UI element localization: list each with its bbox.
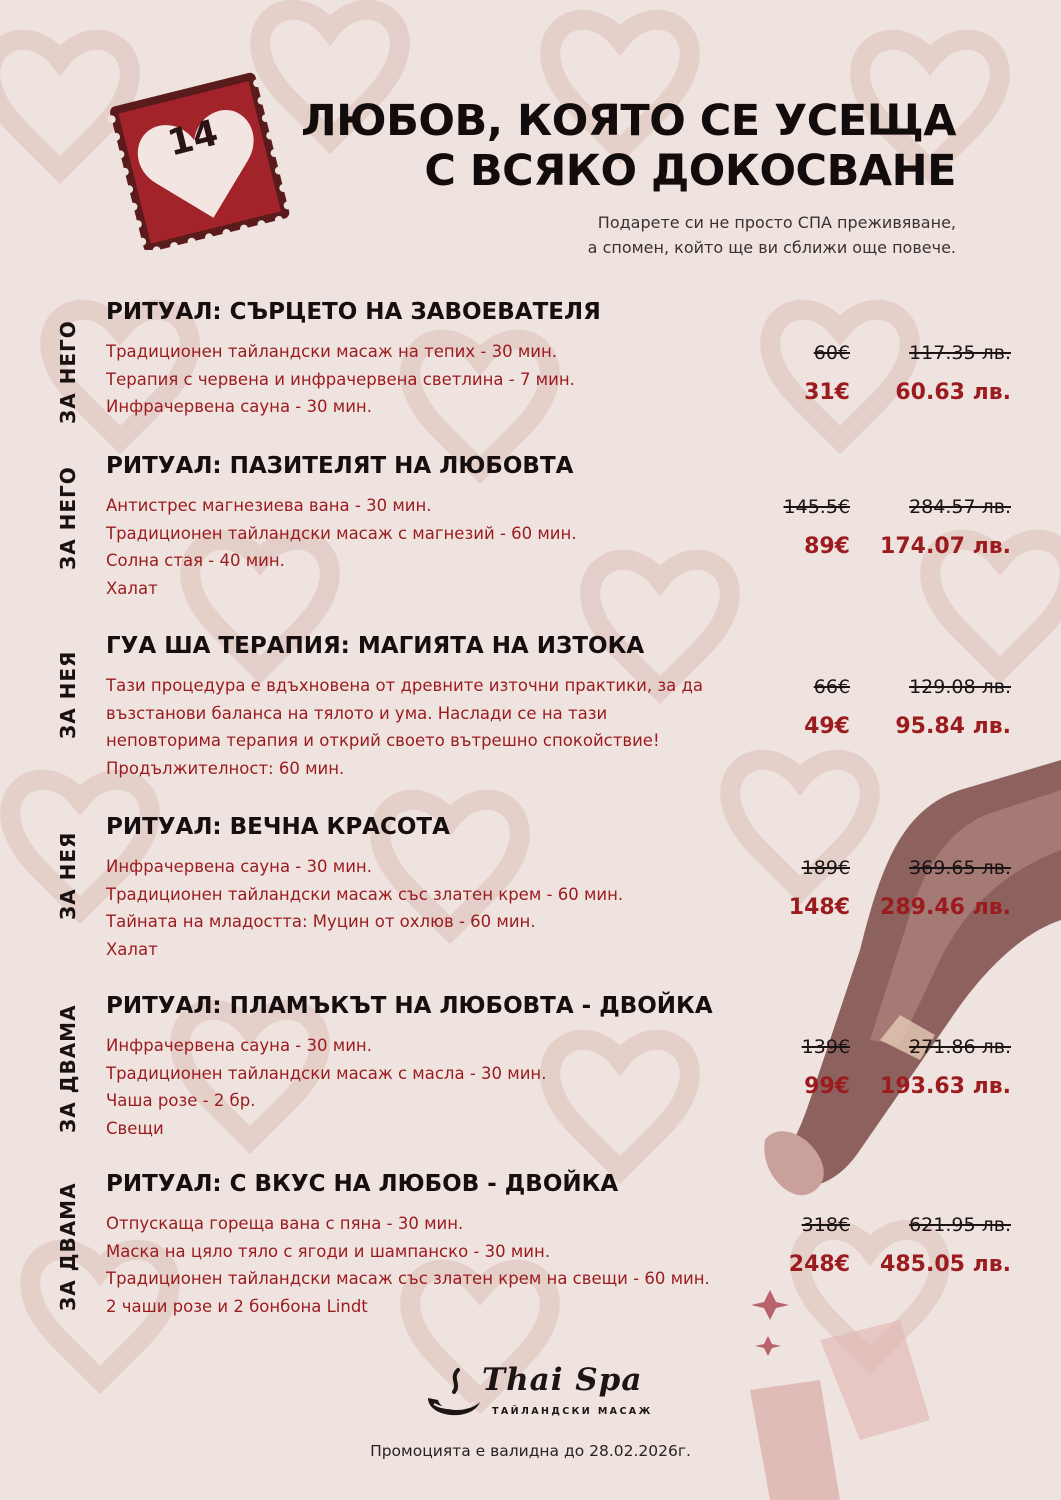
stamp-number: 14 bbox=[163, 112, 223, 165]
offer-items bbox=[106, 1210, 766, 1320]
price-block bbox=[711, 676, 1011, 756]
offer-item: Маска на цяло тяло с ягоди и шампанско - 30 мин. bbox=[106, 1241, 551, 1261]
offer-item: възстанови баланса на тялото и ума. Наслади се на тази bbox=[106, 703, 608, 723]
brand-name: Thai Spa bbox=[482, 1362, 643, 1398]
offer-title: РИТУАЛ: ПАЗИТЕЛЯТ НА ЛЮБОВТА bbox=[106, 453, 574, 479]
offer-title: РИТУАЛ: С ВКУС НА ЛЮБОВ - ДВОЙКА bbox=[106, 1171, 619, 1197]
new-price-eur: 49€ bbox=[804, 714, 850, 739]
audience-label: ЗА НЕЯ bbox=[56, 650, 80, 740]
offer-item: неповторима терапия и открий своето вътрешно спокойствие! bbox=[106, 731, 660, 750]
offer-item: 2 чаши розе и 2 бонбона Lindt bbox=[106, 1296, 368, 1316]
offer-title: РИТУАЛ: СЪРЦЕТО НА ЗАВОЕВАТЕЛЯ bbox=[106, 299, 601, 325]
offer-item: Солна стая - 40 мин. bbox=[106, 551, 285, 570]
subtitle-line-1: Подарете си не просто СПА преживяване, bbox=[597, 213, 956, 232]
offer-item: Тайната на младостта: Муцин от охлюв - 60 мин. bbox=[106, 912, 536, 931]
price-block bbox=[711, 857, 1011, 937]
price-block bbox=[711, 1214, 1011, 1294]
price-block bbox=[711, 496, 1011, 576]
new-price-bgn: 60.63 лв. bbox=[895, 380, 1011, 405]
subtitle-line-2: а спомен, който ще ви сближи още повече. bbox=[587, 238, 956, 257]
old-price-bgn: 284.57 лв. bbox=[909, 496, 1011, 518]
bottle-illustration bbox=[764, 760, 1061, 1195]
old-price-eur: 318€ bbox=[801, 1214, 850, 1236]
offer-item: Традиционен тайландски масаж с масла - 30 мин. bbox=[106, 1063, 547, 1083]
offer-item: Традиционен тайландски масаж със златен крем - 60 мин. bbox=[106, 884, 624, 904]
old-price-bgn: 621.95 лв. bbox=[909, 1214, 1011, 1236]
brand-tagline: ТАЙЛАНДСКИ МАСАЖ bbox=[492, 1406, 653, 1417]
offer-item: Халат bbox=[106, 939, 158, 959]
new-price-eur: 99€ bbox=[804, 1074, 850, 1099]
headline-line-1: ЛЮБОВ, КОЯТО СЕ УСЕЩА bbox=[300, 96, 956, 146]
audience-label: ЗА ДВАМА bbox=[56, 1004, 80, 1134]
offer-item: Тази процедура е вдъхновена от древните източни практики, за да bbox=[106, 676, 703, 695]
new-price-bgn: 174.07 лв. bbox=[880, 534, 1011, 559]
offer-item: Традиционен тайландски масаж със златен крем на свещи - 60 мин. bbox=[106, 1269, 710, 1288]
offer-item: Чаша розе - 2 бр. bbox=[106, 1091, 256, 1110]
audience-label: ЗА НЕГО bbox=[56, 320, 80, 425]
old-price-bgn: 117.35 лв. bbox=[909, 342, 1011, 364]
new-price-bgn: 289.46 лв. bbox=[880, 895, 1011, 920]
offer-item: Терапия с червена и инфрачервена светлина - 7 мин. bbox=[106, 369, 575, 389]
offer-title: РИТУАЛ: ВЕЧНА КРАСОТА bbox=[106, 814, 450, 840]
old-price-bgn: 271.86 лв. bbox=[909, 1036, 1011, 1058]
price-block bbox=[711, 342, 1011, 422]
offer-item: Традиционен тайландски масаж на тепих - 30 мин. bbox=[106, 342, 558, 361]
offer-title: ГУА ША ТЕРАПИЯ: МАГИЯТА НА ИЗТОКА bbox=[106, 633, 645, 659]
offer-item: Инфрачервена сауна - 30 мин. bbox=[106, 857, 372, 876]
new-price-eur: 31€ bbox=[804, 380, 850, 405]
offer-item: Халат bbox=[106, 578, 158, 598]
audience-label: ЗА ДВАМА bbox=[56, 1182, 80, 1312]
new-price-eur: 148€ bbox=[788, 895, 850, 920]
brand-logo bbox=[420, 1360, 660, 1430]
old-price-eur: 189€ bbox=[801, 857, 850, 879]
offer-item: Инфрачервена сауна - 30 мин. bbox=[106, 1036, 372, 1055]
offer-item: Отпускаща гореща вана с пяна - 30 мин. bbox=[106, 1214, 464, 1233]
offer-title: РИТУАЛ: ПЛАМЪКЪТ НА ЛЮБОВТА - ДВОЙКА bbox=[106, 993, 713, 1019]
swirl-logo-icon bbox=[420, 1364, 490, 1424]
old-price-eur: 66€ bbox=[813, 676, 850, 698]
validity-note: Промоцията е валидна до 28.02.2026г. bbox=[370, 1442, 691, 1460]
new-price-bgn: 95.84 лв. bbox=[895, 714, 1011, 739]
headline-line-2: С ВСЯКО ДОКОСВАНЕ bbox=[424, 146, 956, 196]
offer-items bbox=[106, 1032, 766, 1142]
new-price-eur: 89€ bbox=[804, 534, 850, 559]
offer-item: Традиционен тайландски масаж с магнезий - 60 мин. bbox=[106, 523, 577, 543]
old-price-bgn: 369.65 лв. bbox=[909, 857, 1011, 879]
page-headline bbox=[250, 96, 956, 196]
offer-items bbox=[106, 492, 766, 602]
new-price-bgn: 485.05 лв. bbox=[880, 1252, 1011, 1277]
offer-item: Продължителност: 60 мин. bbox=[106, 758, 345, 778]
page-subtitle bbox=[420, 210, 956, 260]
offer-items bbox=[106, 672, 766, 782]
old-price-eur: 145.5€ bbox=[783, 496, 850, 518]
offer-item: Свещи bbox=[106, 1118, 164, 1138]
old-price-eur: 60€ bbox=[813, 342, 850, 364]
audience-label: ЗА НЕЯ bbox=[56, 831, 80, 921]
offer-items bbox=[106, 338, 766, 421]
new-price-eur: 248€ bbox=[788, 1252, 850, 1277]
offer-item: Инфрачервена сауна - 30 мин. bbox=[106, 397, 372, 416]
offer-items bbox=[106, 853, 766, 963]
audience-label: ЗА НЕГО bbox=[56, 466, 80, 571]
price-block bbox=[711, 1036, 1011, 1116]
new-price-bgn: 193.63 лв. bbox=[880, 1074, 1011, 1099]
offer-item: Антистрес магнезиева вана - 30 мин. bbox=[106, 496, 432, 515]
old-price-eur: 139€ bbox=[801, 1036, 850, 1058]
old-price-bgn: 129.08 лв. bbox=[909, 676, 1011, 698]
